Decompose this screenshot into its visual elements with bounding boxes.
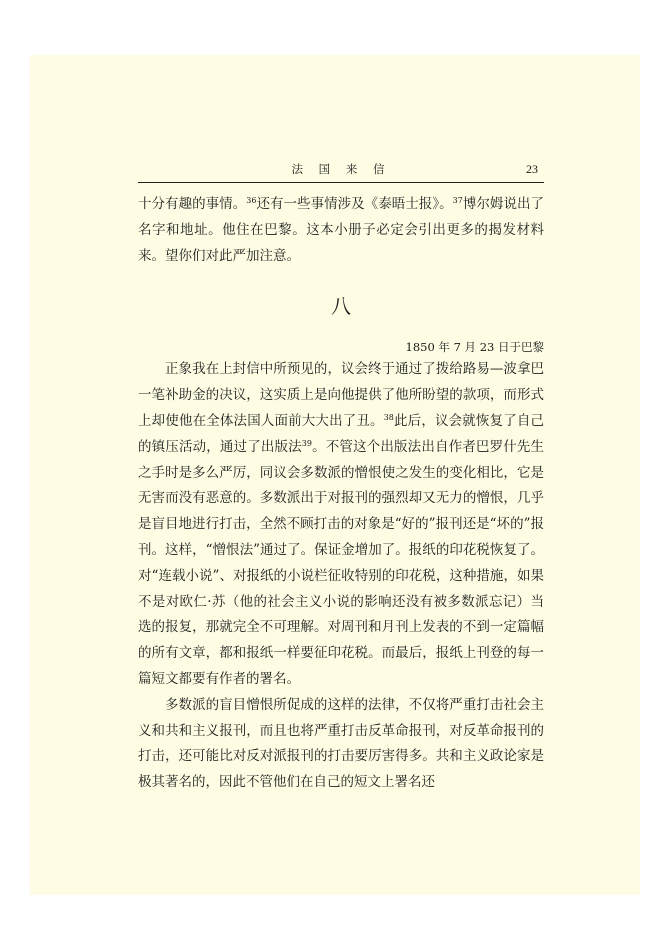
footnote-ref[interactable]: 37	[452, 196, 463, 205]
running-title: 法 国 来 信	[291, 162, 391, 176]
letter-dateline: 1850 年 7 月 23 日于巴黎	[405, 340, 544, 355]
text-segment: 十分有趣的事情。	[138, 196, 247, 212]
text-segment: 正象我在上封信中所预见的，议会终于通过了拨给路易—波拿巴一笔补助金的决议，这实质上是向他提供了他所盼望的款项，而形式上却使他在全体法国人面前大大出了丑。	[138, 361, 544, 429]
text-segment: 博尔姆说出了名字和地址。他住在巴黎。这本小册子必定会引出更多的揭发材料来。望你们对此严加注意。	[138, 196, 545, 264]
text-segment: 此后，议会就恢复了自己的镇压活动，通过了出版法	[138, 412, 545, 455]
section-heading: 八	[331, 294, 351, 319]
text-segment: 。不管这个出版法出自作者巴罗什先生之手时是多么严厉，同议会多数派的憎恨使之发生的变化相比，它是无害而没有恶意的。多数派出于对报刊的强烈却又无力的憎恨，几乎是盲目地进行打击，全然不顾打击的对象是“好的”报刊还是“坏的”报刊。这样，“憎恨法”通过了。保证金增加了。报纸的印花税恢复了。对“连载小说”、对报纸的小说栏征收特别的印花税，这种措施，如果不是对欧仁·苏（他的社会主义小说的影响还没有被多数派忘记）当选的报复，那就完全不可理解。对周刊和月刊上发表的不到一定篇幅的所有文章，都和报纸一样要征印花税。而最后，报纸上刊登的每一篇短文都要有作者的署名。	[138, 438, 545, 687]
body-paragraph	[138, 357, 544, 692]
footnote-ref[interactable]: 38	[383, 412, 394, 422]
running-header	[138, 160, 544, 178]
page-number: 23	[526, 162, 538, 176]
carryover-paragraph	[138, 192, 544, 269]
footnote-ref[interactable]: 39	[301, 438, 312, 448]
body-paragraph: 多数派的盲目憎恨所促成的这样的法律，不仅将严重打击社会主义和共和主义报刊，而且也将严重打击反革命报刊，对反革命报刊的打击，还可能比对反对派报刊的打击要厉害得多。共和主义政论家是极其著名的，因此不管他们在自己的短文上署名还	[138, 696, 544, 791]
text-segment: 还有一些事情涉及《泰晤士报》。	[256, 196, 453, 212]
header-rule	[138, 182, 544, 183]
footnote-ref[interactable]: 36	[246, 196, 257, 205]
page-body	[138, 192, 544, 796]
